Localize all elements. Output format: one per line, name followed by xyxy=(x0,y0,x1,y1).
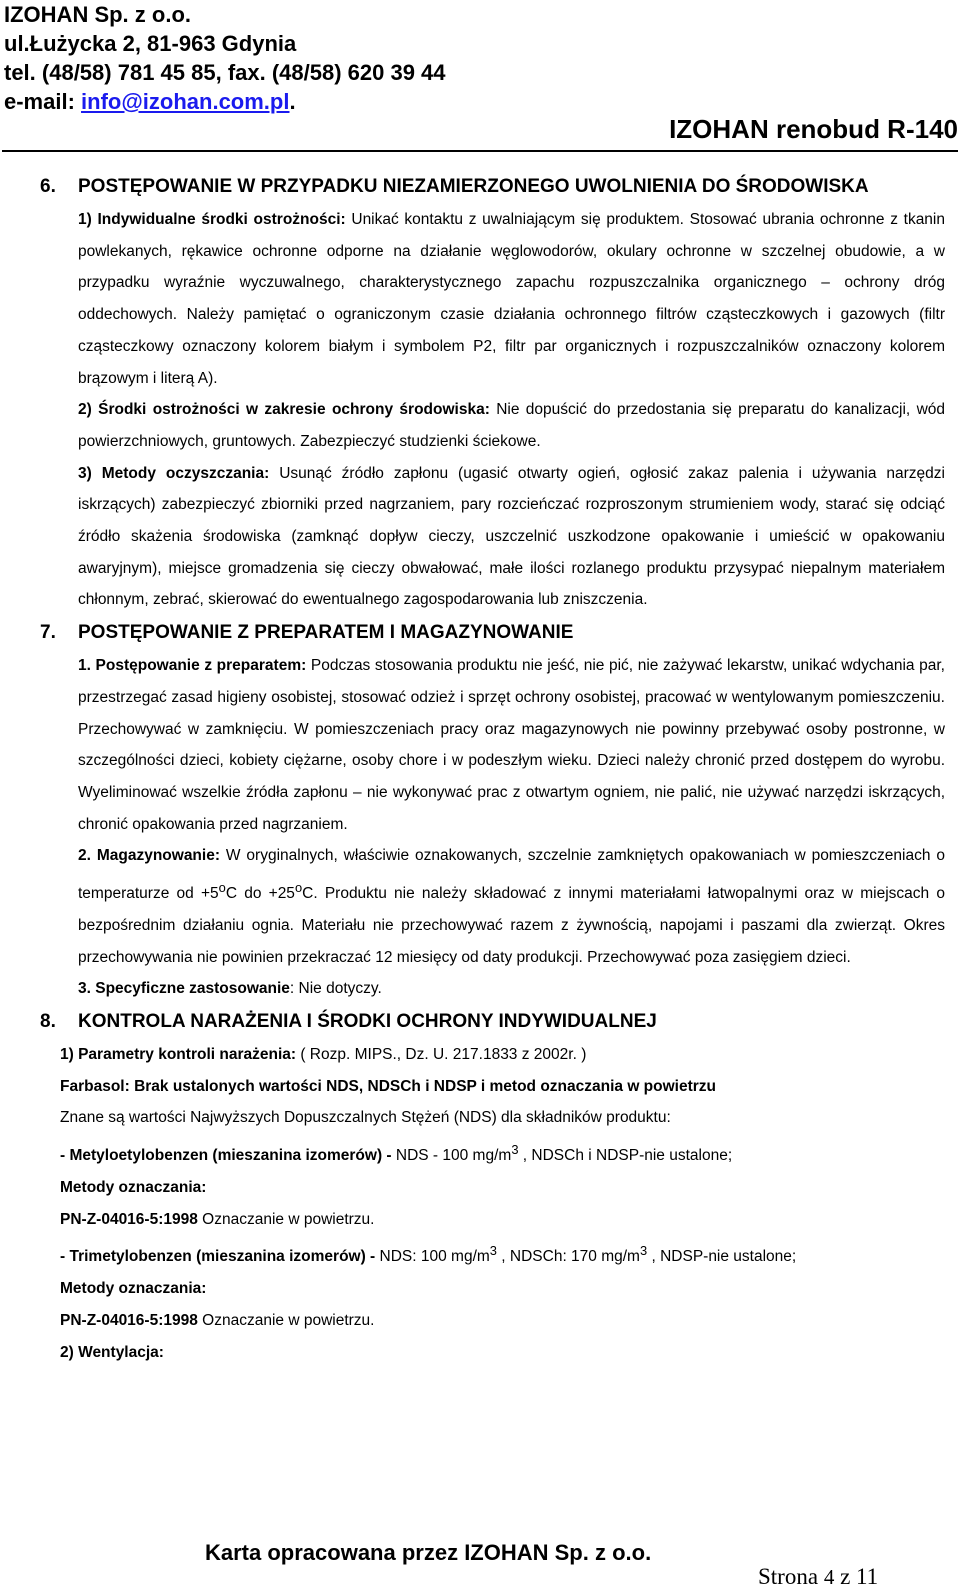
footer-prepared-by: Karta opracowana przez IZOHAN Sp. z o.o. xyxy=(205,1540,652,1565)
subheading: 1) Indywidualne środki ostrożności: xyxy=(78,211,346,228)
limit-text: , NDSCh: 170 mg/m xyxy=(496,1248,640,1266)
degree-mark: o xyxy=(294,880,303,896)
degree-mark: o xyxy=(218,880,226,896)
standard-desc: Oznaczanie w powietrzu. xyxy=(197,1311,375,1329)
paragraph-text: C. Produktu nie należy składować z innymi materiałami łatwopalnymi oraz w miejscach o bezpośrednim działaniu ognia. Materiału nie przechowywać razem z żywnością, napojami i paszami dla zwierząt. Okres przechowywania nie powinien przekraczać 12 miesięcy od daty produkcji. Przechowywać poza zasięgiem dzieci. xyxy=(78,885,945,966)
limit-text: NDS - 100 mg/m xyxy=(391,1147,512,1165)
farbasol-text: Farbasol: Brak ustalonych wartości NDS, NDSCh i NDSP i metod oznaczania w powietrzu xyxy=(60,1077,717,1095)
paragraph-text: ( Rozp. MIPS., Dz. U. 217.1833 z 2002r. ) xyxy=(296,1046,587,1064)
subheading: 2. Magazynowanie: xyxy=(78,847,220,865)
company-email-line xyxy=(4,87,948,116)
email-suffix: . xyxy=(289,89,296,114)
limit-text: , NDSCh i NDSP-nie ustalone; xyxy=(518,1147,733,1165)
subheading: 2) Środki ostrożności w zakresie ochrony środowiska: xyxy=(78,401,490,419)
subheading: 3) Metody oczyszczania: xyxy=(78,464,270,482)
page-total: 11 xyxy=(856,1564,879,1589)
company-address: ul.Łużycka 2, 81-963 Gdynia xyxy=(4,31,297,56)
section-6-heading xyxy=(40,170,945,204)
paragraph-text: C do +25 xyxy=(225,885,295,903)
s8-exposure-parameters xyxy=(60,1039,945,1071)
page-of: z xyxy=(834,1564,857,1589)
company-name: IZOHAN Sp. z o.o. xyxy=(4,2,191,27)
s6-individual-precautions xyxy=(78,204,945,394)
s7-handling xyxy=(78,650,945,840)
methods-label: Metody oznaczania: xyxy=(60,1179,207,1196)
company-phone: tel. (48/58) 781 45 85, fax. (48/58) 620 39 44 xyxy=(4,60,446,85)
paragraph-text: W oryginalnych, właściwie oznakowanych, szczelnie zamkniętych opakowaniach w pomieszczeniach o temperaturze od +5 xyxy=(78,847,945,903)
s8-trimethylbenzene xyxy=(60,1235,945,1273)
section-title: KONTROLA NARAŻENIA I ŚRODKI OCHRONY INDYWIDUALNEJ xyxy=(78,1011,657,1033)
section-7-heading xyxy=(40,616,945,650)
header-divider xyxy=(2,150,958,152)
subheading: 3. Specyficzne zastosowanie xyxy=(78,980,290,998)
standard-code: PN-Z-04016-5:1998 xyxy=(60,1311,198,1329)
s8-methylethylbenzene xyxy=(60,1134,945,1172)
paragraph-text: : Nie dotyczy. xyxy=(289,980,382,998)
section-number: 7. xyxy=(40,622,56,644)
s7-specific-use xyxy=(78,973,945,1005)
s8-methods-label-2 xyxy=(60,1273,945,1305)
page-current: 4 xyxy=(823,1565,835,1589)
superscript: 3 xyxy=(511,1142,519,1158)
subheading: 1) Parametry kontroli narażenia: xyxy=(60,1046,297,1064)
paragraph-text: Usunąć źródło zapłonu (ugasić otwarty ogień, ogłosić zakaz palenia i używania narzędzi iskrzących) zabezpieczyć zbiorniki przed nagrzaniem, pary rozcieńczać rozproszonym strumieniem wody, starać się odciąć źródło skażenia środowiska (zamknąć dopływ cieczy, uszczelnić uszkodzone opakowanie i umieścić w opakowaniu awaryjnym), miejsce gromadzenia się cieczy obwałować, małe ilości rozlanego produktu przysypać niepalnym materiałem chłonnym, zebrać, skierować do ewentualnego zagospodarowania lub zniszczenia. xyxy=(78,464,945,609)
s6-environmental-precautions xyxy=(78,394,945,457)
paragraph-text: Nie dopuścić do przedostania się preparatu do kanalizacji, wód powierzchniowych, gruntowych. Zabezpieczyć studzienki ściekowe. xyxy=(78,401,946,450)
limit-text: NDS: 100 mg/m xyxy=(375,1248,490,1266)
s8-farbasol-note xyxy=(60,1071,945,1103)
s7-storage xyxy=(78,840,945,973)
email-link[interactable]: info@izohan.com.pl xyxy=(81,89,290,114)
section-title: POSTĘPOWANIE W PRZYPADKU NIEZAMIERZONEGO UWOLNIENIA DO ŚRODOWISKA xyxy=(78,176,869,197)
substance-name: - Metyloetylobenzen (mieszanina izomerów) - xyxy=(60,1147,392,1165)
paragraph-text: Podczas stosowania produktu nie jeść, nie pić, nie zażywać lekarstw, unikać wdychania par, przestrzegać zasad higieny osobistej, stosować odzież i sprzęt ochrony osobistej, pracować w wentylowanym pomieszczeniu. Przechowywać w zamknięciu. W pomieszczeniach pracy oraz magazynowych nie powinny przebywać osoby postronne, w szczególności dzieci, kobiety ciężarne, osoby chore i w podeszłym wieku. Dzieci należy chronić przed dostępem do wyrobu. Wyeliminować wszelkie źródła zapłonu – nie wykonywać prac z otwartym ogniem, nie palić, nie używać narzędzi iskrzących, chronić opakowania przed nagrzaniem. xyxy=(78,657,945,833)
section-title: POSTĘPOWANIE Z PREPARATEM I MAGAZYNOWANIE xyxy=(78,622,574,644)
s8-ventilation xyxy=(60,1337,945,1369)
superscript: 3 xyxy=(639,1243,648,1259)
section-number: 8. xyxy=(40,1011,56,1033)
s8-methods-label-1 xyxy=(60,1172,945,1204)
document-body xyxy=(40,170,945,1368)
subheading: 2) Wentylacja: xyxy=(60,1343,164,1361)
s8-standard-1 xyxy=(60,1204,945,1236)
superscript: 3 xyxy=(489,1243,497,1259)
s8-known-values: Znane są wartości Najwyższych Dopuszczalnych Stężeń (NDS) dla składników produktu: xyxy=(60,1109,671,1127)
page-label: Strona xyxy=(758,1564,824,1589)
section-8-heading xyxy=(40,1005,945,1039)
substance-name: - Trimetylobenzen (mieszanina izomerów) - xyxy=(60,1248,376,1266)
page-number xyxy=(758,1564,878,1590)
subheading: 1. Postępowanie z preparatem: xyxy=(78,657,307,675)
s6-cleaning-methods xyxy=(78,458,945,617)
limit-text: , NDSP-nie ustalone; xyxy=(647,1248,797,1266)
methods-label: Metody oznaczania: xyxy=(60,1280,207,1298)
standard-desc: Oznaczanie w powietrzu. xyxy=(197,1210,375,1228)
paragraph-text: Unikać kontaktu z uwalniającym się produktem. Stosować ubrania ochronne z tkanin powlekanych, rękawice ochronne odporne na działanie węglowodorów, okulary ochronne w szczelnej obudowie, a w przypadku wyraźnie wyczuwalnego, charakterystycznego zapachu rozpuszczalnika organicznego – ochrony dróg oddechowych. Należy pamiętać o ograniczonym czasie działania ochronnego filtrów cząsteczkowych i gazowych (filtr cząsteczkowy oznaczony kolorem białym i symbolem P2, filtr par organicznych i rozpuszczalników oznaczony kolorem brązowym i literą A). xyxy=(78,211,945,387)
product-name: IZOHAN renobud R-140 xyxy=(669,114,958,144)
section-number: 6. xyxy=(40,176,56,197)
email-label: e-mail: xyxy=(4,89,82,114)
letterhead xyxy=(4,0,948,116)
s8-standard-2 xyxy=(60,1305,945,1337)
standard-code: PN-Z-04016-5:1998 xyxy=(60,1210,198,1228)
